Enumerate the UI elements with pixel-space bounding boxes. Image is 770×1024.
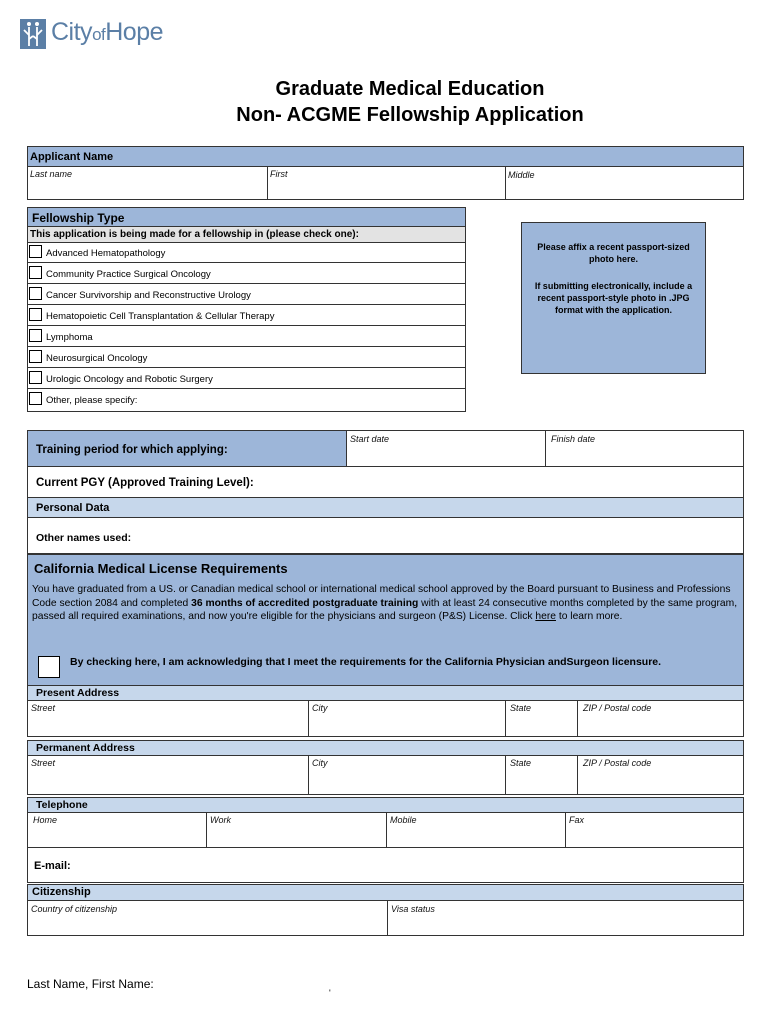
license-acknowledge-checkbox[interactable] xyxy=(38,656,60,678)
mobile-label: Mobile xyxy=(390,815,417,825)
country-of-citizenship-field[interactable] xyxy=(27,900,388,936)
present-city-field[interactable] xyxy=(308,700,506,737)
fellowship-option[interactable]: Lymphoma xyxy=(27,326,466,347)
fellowship-option[interactable]: Community Practice Surgical Oncology xyxy=(27,263,466,284)
permanent-zip-field[interactable] xyxy=(577,755,744,795)
checkbox[interactable] xyxy=(29,245,42,258)
finish-date-field[interactable] xyxy=(545,430,744,467)
present-address-header: Present Address xyxy=(27,685,744,701)
visa-status-field[interactable] xyxy=(387,900,744,936)
zip-label: ZIP / Postal code xyxy=(583,703,652,713)
checkbox[interactable] xyxy=(29,287,42,300)
fellowship-option[interactable]: Urologic Oncology and Robotic Surgery xyxy=(27,368,466,389)
learn-more-link[interactable]: here xyxy=(535,611,556,622)
city-label: City xyxy=(312,703,328,713)
logo xyxy=(20,18,190,50)
fellowship-option[interactable]: Advanced Hematopathology xyxy=(27,242,466,263)
fellowship-option[interactable]: Other, please specify: xyxy=(27,389,466,410)
logo-hope: Hope xyxy=(105,18,164,46)
license-header: California Medical License Requirements xyxy=(34,561,288,576)
zip-label: ZIP / Postal code xyxy=(583,758,652,768)
permanent-state-field[interactable] xyxy=(505,755,578,795)
start-date-label: Start date xyxy=(350,434,390,444)
state-label: State xyxy=(510,758,532,768)
photo-electronic-instruction: If submitting electronically, include a recent passport-style photo in .JPG format with the application. xyxy=(534,281,693,315)
middle-name-label: Middle xyxy=(508,170,535,180)
checkbox[interactable] xyxy=(29,350,42,363)
fax-field[interactable] xyxy=(565,812,744,848)
training-period-label: Training period for which applying: xyxy=(27,430,347,467)
applicant-last-name-field[interactable] xyxy=(27,166,268,200)
email-label: E-mail: xyxy=(34,860,71,872)
home-phone-field[interactable] xyxy=(27,812,207,848)
photo-box xyxy=(521,222,706,374)
photo-instruction: Please affix a recent passport-sized photo here. xyxy=(537,242,690,264)
work-phone-field[interactable] xyxy=(206,812,387,848)
other-names-field[interactable] xyxy=(27,517,744,554)
street-label: Street xyxy=(31,703,56,713)
current-pgy-label: Current PGY (Approved Training Level): xyxy=(36,477,254,489)
fellowship-instruction: This application is being made for a fellowship in (please check one): xyxy=(27,226,466,243)
checkbox[interactable] xyxy=(29,308,42,321)
permanent-street-field[interactable] xyxy=(27,755,309,795)
home-label: Home xyxy=(33,815,58,825)
other-names-label: Other names used: xyxy=(36,532,132,544)
license-acknowledge-text: By checking here, I am acknowledging that I meet the requirements for the California Physician andSurgeon licensure. xyxy=(70,656,662,668)
page-title xyxy=(0,76,770,128)
telephone-header: Telephone xyxy=(27,797,744,813)
present-zip-field[interactable] xyxy=(577,700,744,737)
applicant-first-name-field[interactable] xyxy=(267,166,506,200)
finish-date-label: Finish date xyxy=(551,434,596,444)
state-label: State xyxy=(510,703,532,713)
last-name-label: Last name xyxy=(30,169,73,179)
city-of-hope-logo-icon xyxy=(20,19,46,49)
license-section xyxy=(27,554,744,686)
personal-data-header: Personal Data xyxy=(27,497,744,518)
mobile-phone-field[interactable] xyxy=(386,812,566,848)
license-paragraph: You have graduated from a US. or Canadian medical school or international medical school approved by the Board pursuant to Business and Professions Code section 2084 and completed 36 months of accredited postgraduate training with at least 24 consecutive months completed by the same program, passed all required examinations, and now you're eligible for the physicians and surgeon (P&S) License. Click here to learn more. xyxy=(32,584,738,622)
applicant-middle-name-field[interactable] xyxy=(505,166,744,200)
fellowship-option[interactable]: Hematopoietic Cell Transplantation & Cellular Therapy xyxy=(27,305,466,326)
footer-name-label: Last Name, First Name: xyxy=(27,977,154,991)
fellowship-option[interactable]: Neurosurgical Oncology xyxy=(27,347,466,368)
start-date-field[interactable] xyxy=(346,430,546,467)
checkbox[interactable] xyxy=(29,371,42,384)
checkbox[interactable] xyxy=(29,266,42,279)
fax-label: Fax xyxy=(569,815,585,825)
visa-label: Visa status xyxy=(391,904,435,914)
checkbox[interactable] xyxy=(29,392,42,405)
email-field[interactable] xyxy=(27,847,744,883)
work-label: Work xyxy=(210,815,231,825)
permanent-city-field[interactable] xyxy=(308,755,506,795)
country-label: Country of citizenship xyxy=(31,904,118,914)
title-line2: Non- ACGME Fellowship Application xyxy=(236,104,584,126)
footer-mark: ' xyxy=(329,988,331,998)
fellowship-type-header: Fellowship Type xyxy=(27,207,466,227)
current-pgy-field[interactable] xyxy=(27,466,744,498)
applicant-name-header: Applicant Name xyxy=(27,146,744,167)
city-label: City xyxy=(312,758,328,768)
street-label: Street xyxy=(31,758,56,768)
title-line1: Graduate Medical Education xyxy=(275,78,545,100)
logo-of: of xyxy=(92,25,106,44)
present-street-field[interactable] xyxy=(27,700,309,737)
logo-city: City xyxy=(51,18,93,46)
present-state-field[interactable] xyxy=(505,700,578,737)
permanent-address-header: Permanent Address xyxy=(27,740,744,756)
checkbox[interactable] xyxy=(29,329,42,342)
citizenship-header: Citizenship xyxy=(27,884,744,901)
fellowship-option[interactable]: Cancer Survivorship and Reconstructive Urology xyxy=(27,284,466,305)
first-name-label: First xyxy=(270,169,288,179)
